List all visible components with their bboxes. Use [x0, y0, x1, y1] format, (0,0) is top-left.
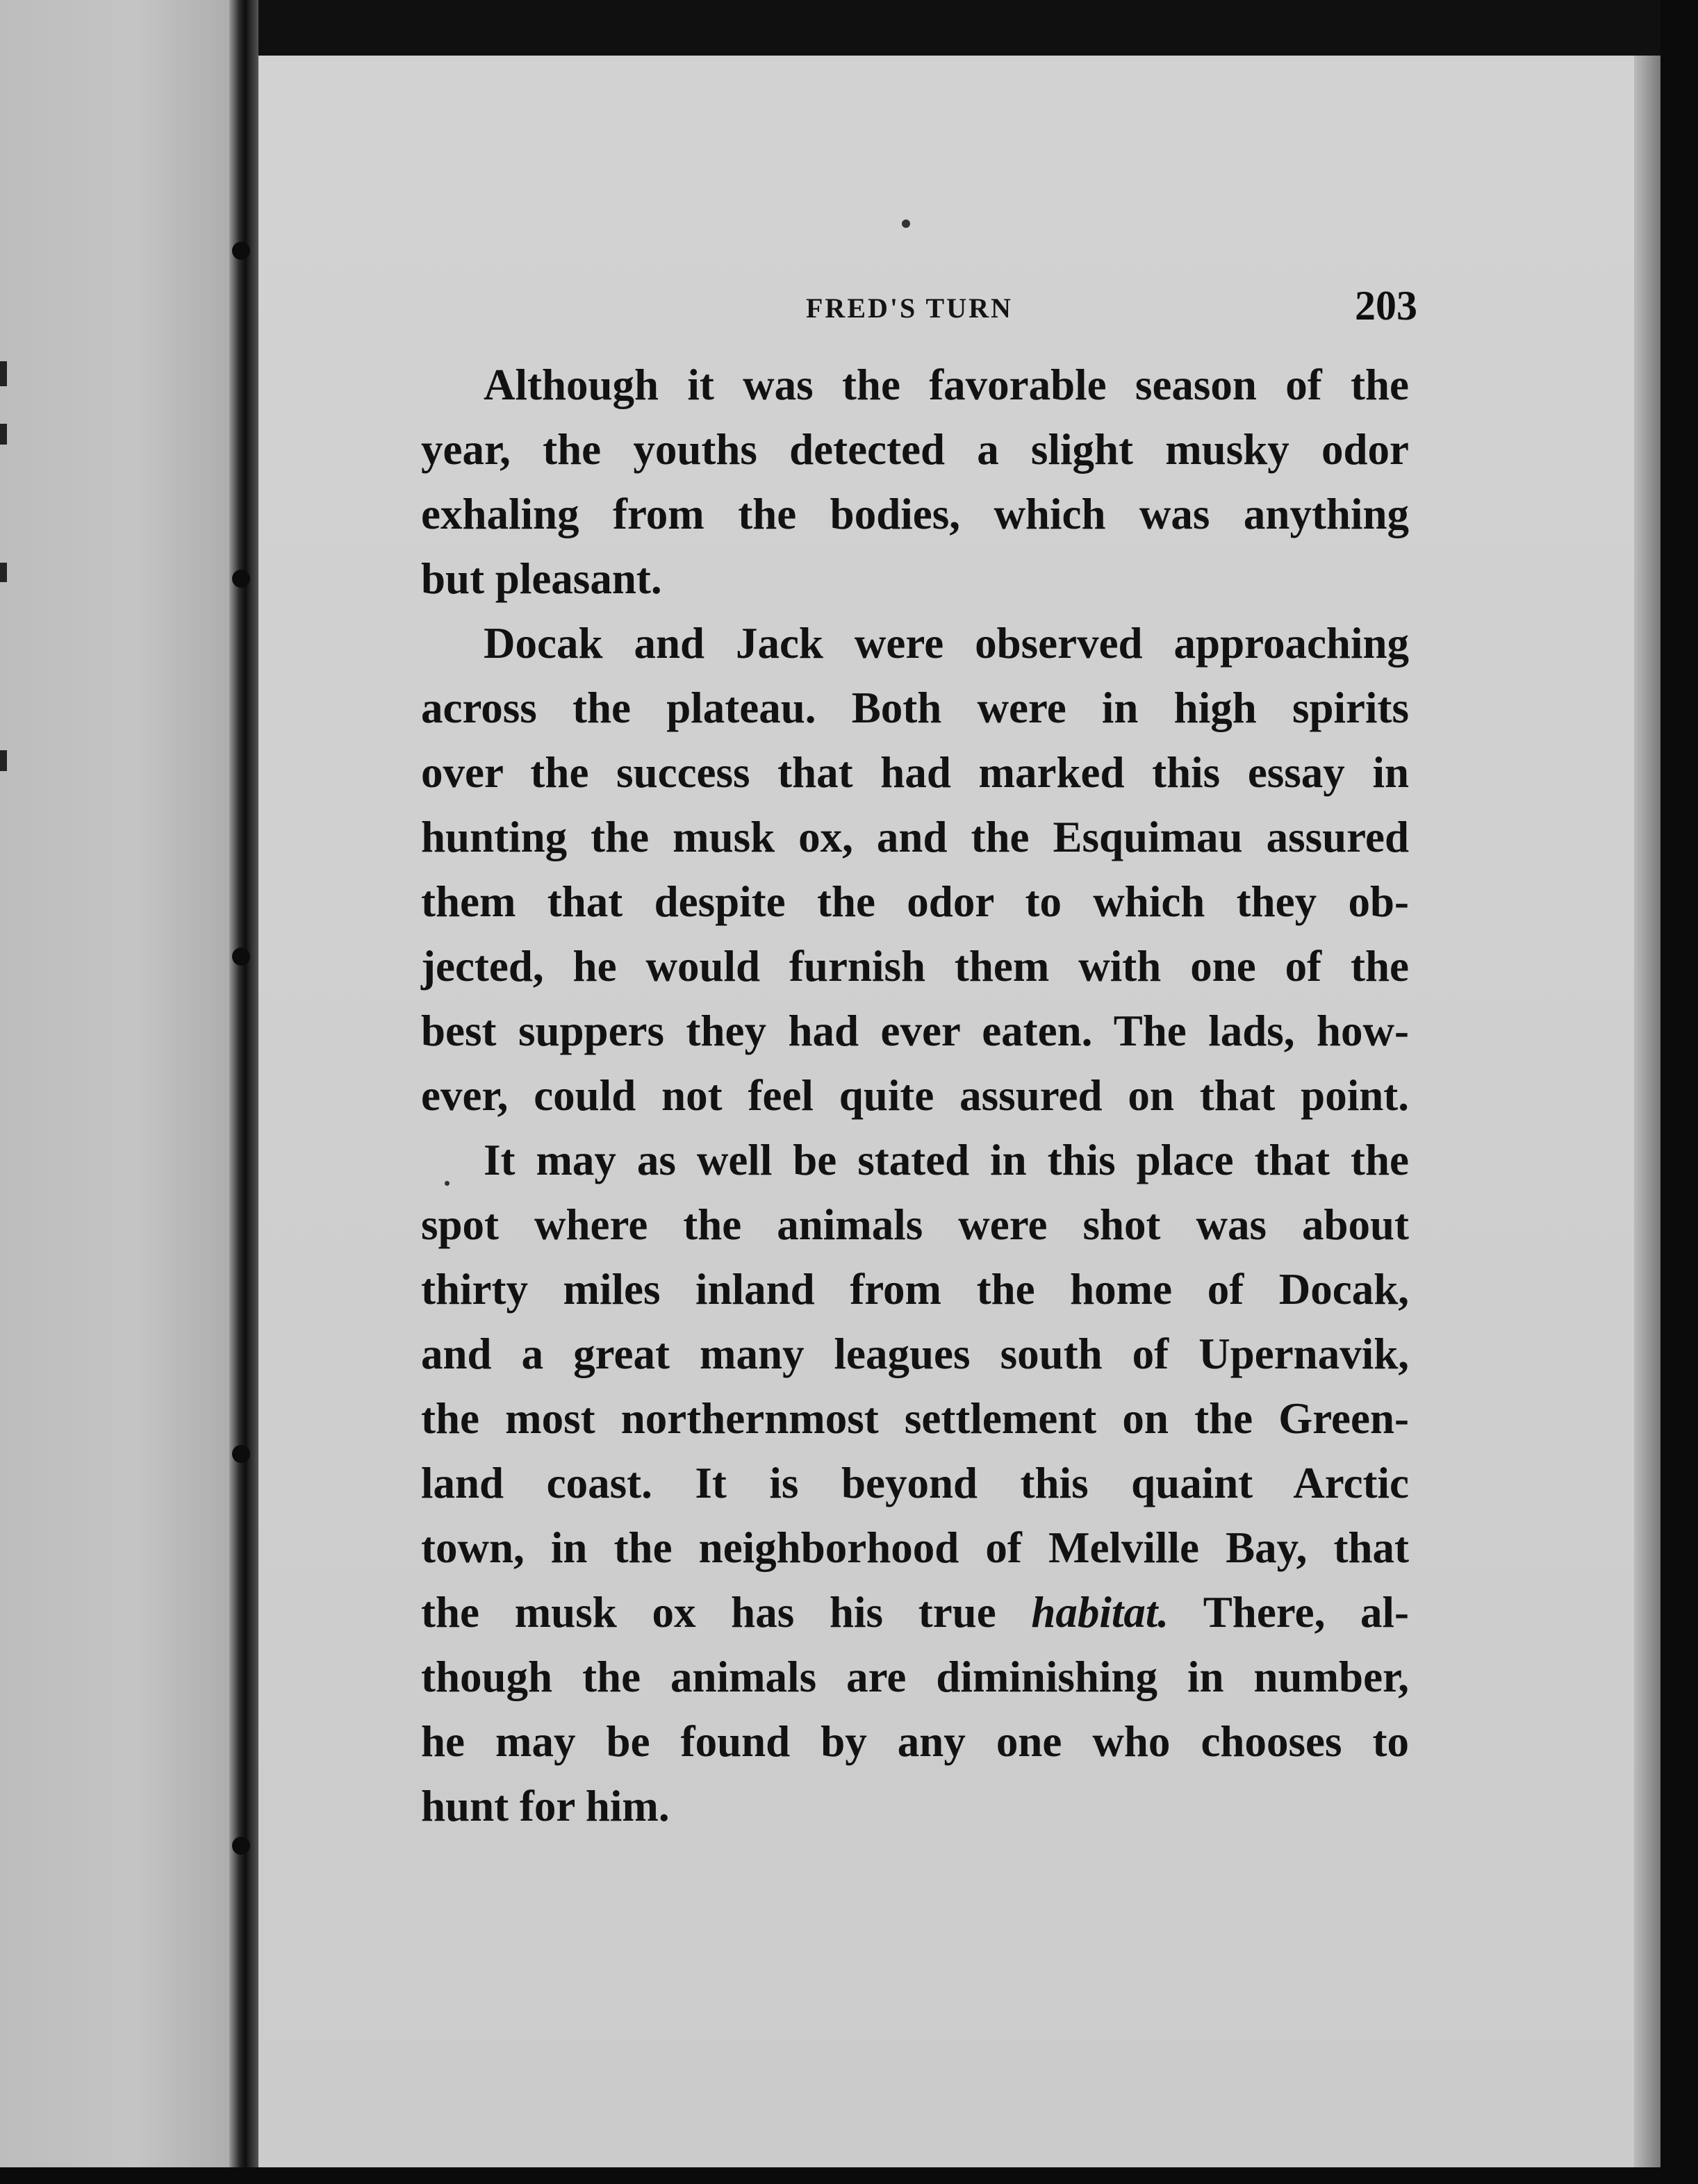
text-line: and a great many leagues south of Upernavik,: [421, 1330, 1409, 1378]
left-margin-mark: [0, 563, 7, 582]
text-line: but pleasant.: [421, 554, 662, 603]
text-line: over the success that had marked this essay in: [421, 748, 1409, 797]
dust-speck: [902, 220, 910, 228]
text-line: spot where the animals were shot was about: [421, 1200, 1409, 1249]
text-line: hunt for him.: [421, 1782, 670, 1830]
body-text: [421, 353, 1409, 1839]
text-line: It may as well be stated in this place that the: [484, 1136, 1409, 1184]
page-header: [417, 285, 1417, 333]
spine-notch: [232, 948, 250, 966]
text-line: thirty miles inland from the home of Docak,: [421, 1265, 1409, 1314]
text-line: though the animals are diminishing in number,: [421, 1653, 1409, 1701]
text-line: he may be found by any one who chooses to: [421, 1717, 1409, 1766]
paragraph-2: [421, 611, 1409, 1128]
spine-notch: [232, 1837, 250, 1855]
left-margin-mark: [0, 424, 7, 445]
text-line: land coast. It is beyond this quaint Arctic: [421, 1459, 1409, 1507]
text-line: town, in the neighborhood of Melville Bay, that: [421, 1523, 1409, 1572]
running-head: FRED'S TURN: [806, 292, 1013, 324]
scan-top-border: [258, 0, 1660, 56]
text-line: year, the youths detected a slight musky odor: [421, 425, 1409, 474]
paragraph-1: [421, 353, 1409, 611]
right-page-edge: [1634, 56, 1660, 2167]
text-line: exhaling from the bodies, which was anything: [421, 490, 1409, 538]
text-fragment: the musk ox has his true: [421, 1588, 1032, 1637]
page-number: 203: [1355, 283, 1417, 329]
text-line: Docak and Jack were observed approaching: [484, 619, 1409, 668]
text-line: best suppers they had ever eaten. The lads, how-: [421, 1007, 1409, 1055]
text-fragment: There, al-: [1169, 1588, 1410, 1637]
text-line: hunting the musk ox, and the Esquimau assured: [421, 813, 1409, 861]
italic-word: habitat.: [1031, 1588, 1169, 1637]
text-line: ever, could not feel quite assured on that point.: [421, 1071, 1409, 1120]
spine-notch: [232, 570, 250, 588]
text-line: jected, he would furnish them with one of the: [421, 942, 1409, 991]
left-margin-mark: [0, 361, 7, 386]
spine-notch: [232, 1445, 250, 1463]
spine-notch: [232, 242, 250, 260]
left-page-edge: [0, 0, 229, 2167]
left-margin-mark: [0, 750, 7, 771]
text-line: Although it was the favorable season of the: [484, 361, 1409, 409]
text-line: them that despite the odor to which they ob-: [421, 877, 1409, 926]
paragraph-3: [421, 1128, 1409, 1839]
text-line: across the plateau. Both were in high spirits: [421, 684, 1409, 732]
text-line-habitat: [421, 1580, 1409, 1645]
text-line: the most northernmost settlement on the Green-: [421, 1394, 1409, 1443]
